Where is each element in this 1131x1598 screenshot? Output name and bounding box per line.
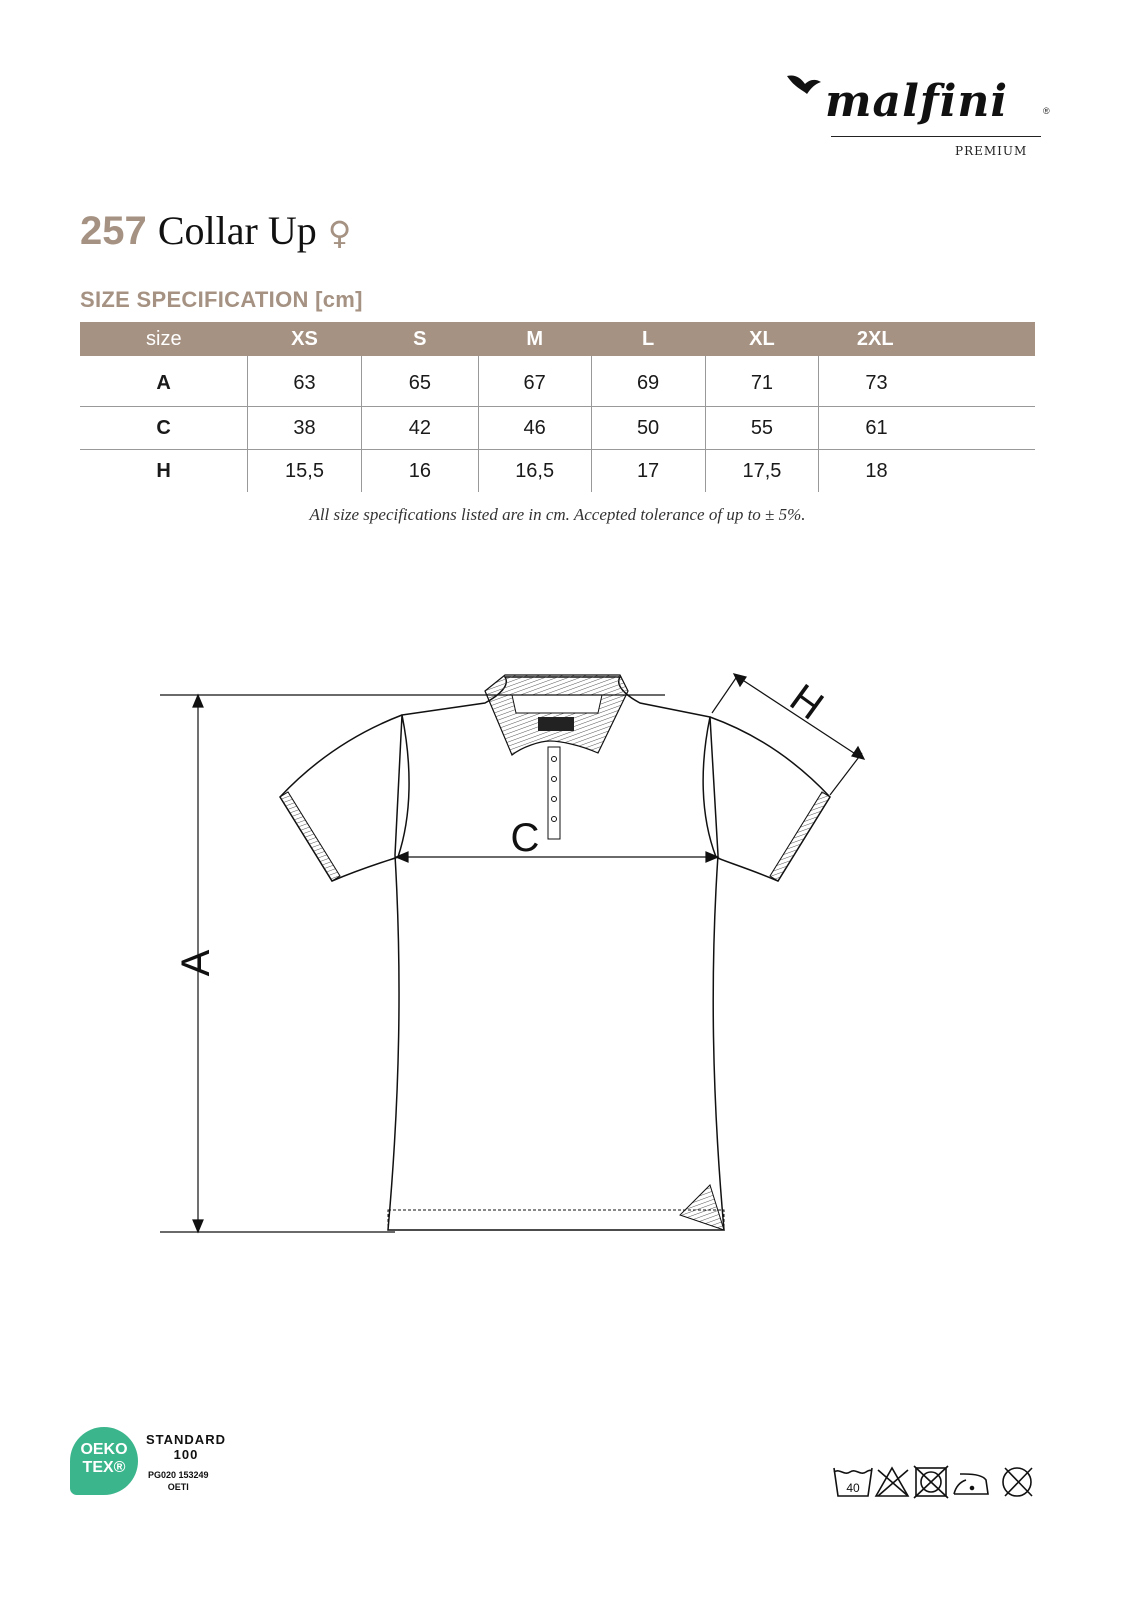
table-cell: 71 [705,356,819,407]
side-vent [680,1185,724,1230]
size-table [80,322,1035,492]
dimension-h [712,674,864,795]
table-cell: 63 [248,356,362,407]
table-cell: 69 [591,356,705,407]
right-sleeve [710,717,830,881]
standard-number: 100 [173,1447,199,1462]
certificate-institute: OETI [167,1482,189,1492]
size-column-header: L [591,322,705,356]
product-code: 257 [80,209,147,253]
size-spec-heading: SIZE SPECIFICATION [cm] [80,287,363,312]
table-cell: 67 [478,356,591,407]
right-sleeve-cuff [770,792,830,881]
size-column-header: size [80,322,248,356]
table-row [80,450,1035,493]
dimension-a [160,695,665,1232]
oeko-tex-text [70,1441,138,1477]
certificate-code [148,1469,209,1493]
certificate-number: PG020 153249 [148,1470,209,1480]
standard-100-label [146,1432,226,1462]
size-header-row [80,322,1035,356]
neck-label [538,717,574,731]
table-row [80,407,1035,450]
hem [388,1210,724,1230]
table-cell: 50 [591,407,705,450]
row-label: A [80,356,248,407]
table-cell: 42 [361,407,478,450]
table-cell: 15,5 [248,450,362,493]
table-cell: 17 [591,450,705,493]
collar [485,675,628,755]
table-cell: 61 [819,407,1035,450]
oeko-line: OEKO [80,1441,128,1458]
dimension-c [396,852,718,862]
row-label: C [80,407,248,450]
left-sleeve-cuff [280,792,340,881]
brand-registered-mark: ® [1043,106,1050,116]
size-column-header: M [478,322,591,356]
table-cell: 38 [248,407,362,450]
wash-40-icon [834,1468,872,1496]
brand-subline: PREMIUM [955,144,1028,158]
product-name: Collar Up [157,208,317,253]
size-column-header: XL [705,322,819,356]
brand-name: malfini [825,76,1009,127]
female-icon: ♀ [327,214,352,252]
polo-shirt-diagram [150,655,890,1255]
table-cell: 46 [478,407,591,450]
table-cell: 73 [819,356,1035,407]
logo-divider [831,136,1041,137]
brand-logo [795,70,1055,170]
oeko-tex-logo [70,1427,138,1495]
wash-temp: 40 [846,1481,860,1495]
table-cell: 16,5 [478,450,591,493]
left-sleeve [280,715,402,881]
standard-line: STANDARD [146,1432,226,1447]
tex-line: TEX® [82,1459,126,1476]
table-cell: 17,5 [705,450,819,493]
care-symbols [832,1462,1042,1500]
product-title [80,206,351,258]
table-cell: 55 [705,407,819,450]
no-dry-clean-icon [1003,1468,1032,1496]
size-column-header: XS [248,322,362,356]
no-tumble-dry-icon [914,1466,948,1498]
dimension-a-label: A [174,949,218,977]
dimension-h-label: H [781,675,832,729]
table-cell: 65 [361,356,478,407]
size-column-header: S [361,322,478,356]
dimension-c-label: C [510,816,540,860]
table-row [80,356,1035,407]
iron-low-icon [954,1474,988,1494]
tolerance-note: All size specifications listed are in cm. Accepted tolerance of up to ± 5%. [309,505,806,524]
row-label: H [156,459,171,482]
size-column-header: 2XL [819,322,1035,356]
table-cell: 18 [819,450,1035,493]
no-bleach-icon [876,1468,908,1496]
table-cell: 16 [361,450,478,493]
